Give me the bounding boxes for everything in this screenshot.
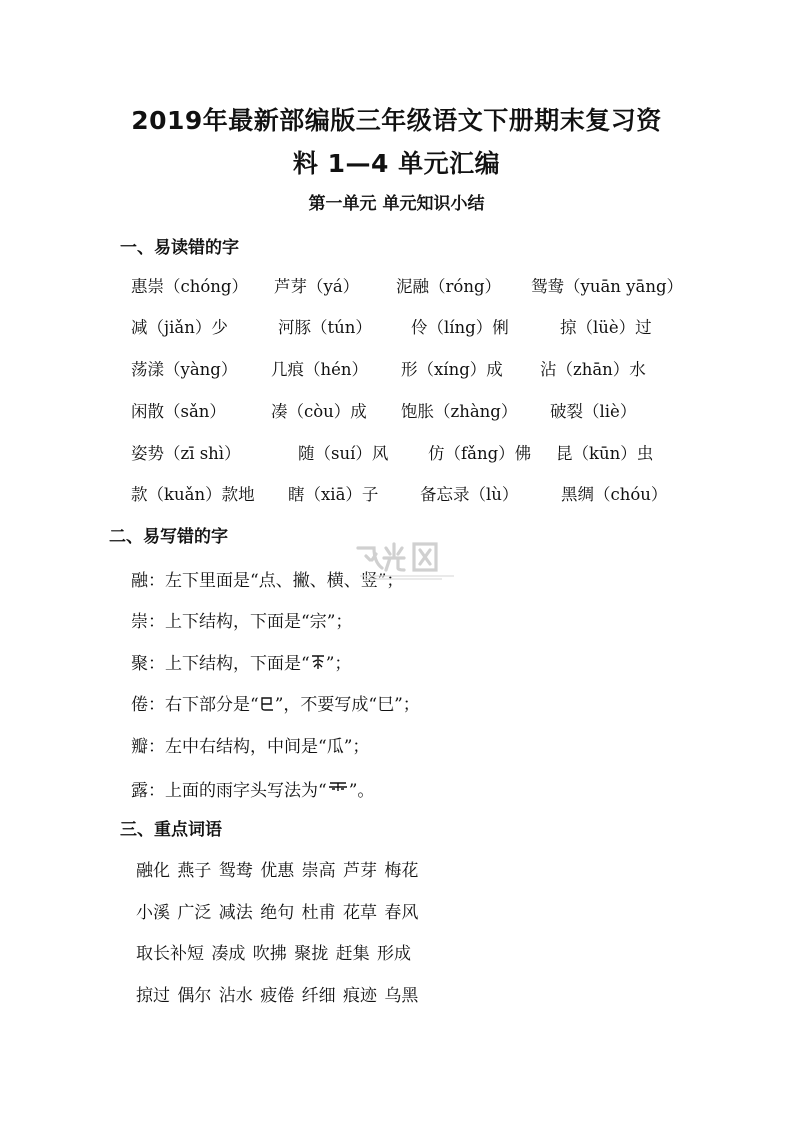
- grid-item: 饱胀（zhàng）: [401, 402, 518, 421]
- document-title-line-2: 料 1—4 单元汇编: [292, 149, 501, 178]
- word-row: 掠过 偶尔 沾水 疲倦 纤细 痕迹 乌黑: [136, 986, 419, 1006]
- grid-item: 惠崇（chóng）: [131, 277, 248, 296]
- writing-note-2: 崇：上下结构，下面是“宗”；: [131, 612, 353, 632]
- grid-item: 瞎（xiā）子: [288, 485, 379, 504]
- writing-note-3-text: 聚：上下结构，下面是“: [131, 654, 310, 674]
- radical-glyph-image: [327, 781, 349, 802]
- writing-note-5: 瓣：左中右结构，中间是“瓜”；: [131, 737, 370, 757]
- grid-item: 沾（zhān）水: [540, 360, 646, 379]
- document-title-line-1: 2019年最新部编版三年级语文下册期末复习资: [131, 106, 662, 135]
- grid-item: 随（suí）风: [298, 444, 389, 463]
- grid-item: 闲散（sǎn）: [131, 402, 226, 421]
- grid-item: 荡漾（yàng）: [131, 360, 238, 379]
- grid-item: 备忘录（lù）: [420, 485, 519, 504]
- grid-item: 昆（kūn）虫: [556, 444, 654, 463]
- writing-note-3: [131, 649, 351, 676]
- writing-note-4-text: 倦：右下部分是“: [131, 695, 259, 715]
- grid-item: 凑（còu）成: [271, 402, 367, 421]
- word-row: 小溪 广泛 减法 绝句 杜甫 花草 春风: [136, 903, 419, 923]
- writing-note-6-text: 露：上面的雨字头写法为“: [131, 781, 327, 801]
- grid-item: 芦芽（yá）: [274, 277, 360, 296]
- unit-subtitle: 第一单元 单元知识小结: [308, 194, 485, 214]
- grid-item: 伶（líng）俐: [411, 318, 509, 337]
- watermark-logo: [352, 538, 462, 584]
- grid-item: 仿（fǎng）佛: [428, 444, 532, 463]
- word-row: 取长补短 凑成 吹拂 聚拢 赶集 形成: [136, 944, 412, 964]
- word-row: 融化 燕子 鸳鸯 优惠 崇高 芦芽 梅花: [136, 861, 419, 881]
- writing-note-6-tail: ”。: [348, 781, 375, 801]
- grid-item: 几痕（hén）: [271, 360, 369, 379]
- grid-item: 姿势（zī shì）: [131, 444, 241, 463]
- section-heading-misread-chars: 一、易读错的字: [120, 238, 239, 258]
- grid-item: 泥融（róng）: [396, 277, 502, 296]
- writing-note-3-tail: ”；: [325, 654, 352, 674]
- grid-item: 款（kuǎn）款地: [131, 485, 255, 504]
- section-heading-miswritten-chars: 二、易写错的字: [109, 527, 228, 547]
- grid-item: 形（xíng）成: [401, 360, 503, 379]
- writing-note-6: [131, 776, 374, 802]
- grid-item: 减（jiǎn）少: [131, 318, 228, 337]
- writing-note-4-tail: ”，不要写成“巳”；: [274, 695, 420, 715]
- writing-note-1: 融：左下里面是“点、撇、横、竖”；: [131, 571, 404, 591]
- radical-glyph-image: [259, 694, 275, 717]
- writing-note-4: [131, 690, 420, 717]
- grid-item: 黑绸（chóu）: [561, 485, 668, 504]
- grid-item: 破裂（liè）: [550, 402, 637, 421]
- grid-item: 鸳鸯（yuān yāng）: [531, 277, 684, 296]
- radical-glyph-image: [310, 653, 326, 676]
- grid-item: 掠（lüè）过: [560, 318, 652, 337]
- section-heading-key-words: 三、重点词语: [120, 820, 222, 840]
- grid-item: 河豚（tún）: [278, 318, 372, 337]
